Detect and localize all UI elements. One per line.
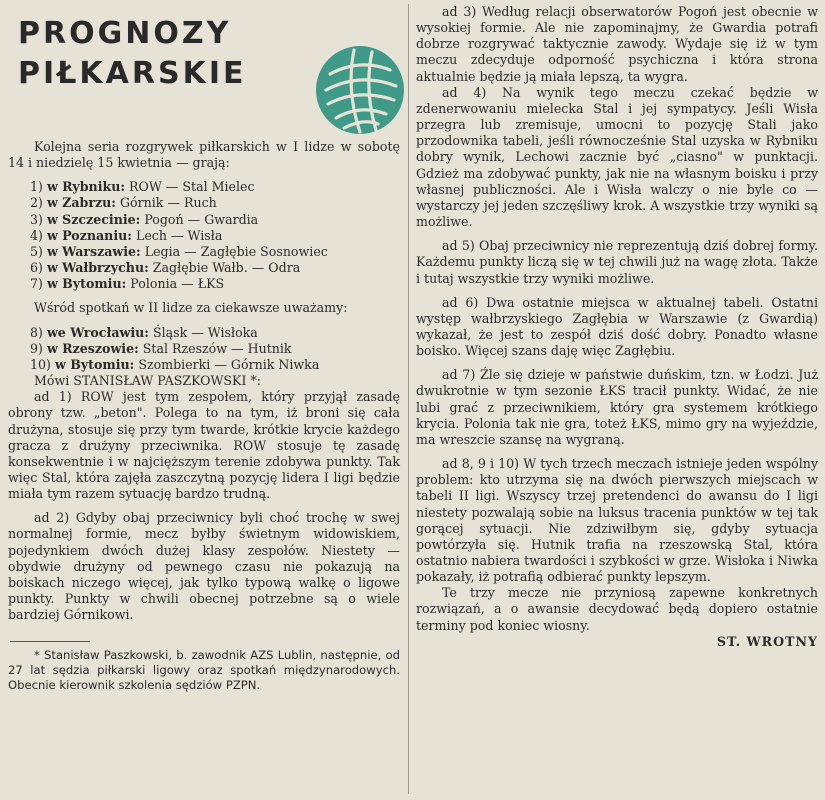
match-city: w Zabrzu: bbox=[46, 195, 116, 211]
paragraph-ad4: ad 4) Na wynik tego meczu czekać będzie w zdenerwowaniu mielecka Stal i jej sympatycy. Jeśli Wisła przegra lub zremisuje, umocni to pozycję Stali jako przodownika tabeli, jeśli równocześnie Stal uzyska w Rybniku dobry wynik, Lechowi zacznie być „ciasno" w punktacji. Gdzież ma zdobywać punkty, jak nie na własnym boisku i przy własnej publiczności. Ale i Wisła walczy o nie byle co — wystarczy jej jeden szczęśliwy krok. A wszystkie trzy wyniki są możliwe. bbox=[416, 84, 818, 230]
match-8 bbox=[8, 325, 400, 341]
footnote-rule bbox=[10, 641, 90, 642]
match-number: 3) bbox=[30, 211, 43, 227]
league2-list bbox=[8, 325, 400, 373]
headline-line-2: PIŁKARSKIE bbox=[18, 56, 247, 91]
match-city: w Rybniku: bbox=[46, 179, 126, 195]
match-number: 10) bbox=[30, 356, 51, 372]
match-teams: ROW — Stal Mielec bbox=[129, 179, 255, 195]
column-divider bbox=[408, 4, 409, 794]
intro-text: Kolejna seria rozgrywek piłkarskich w I lidze w sobotę 14 i niedzielę 15 kwietnia — grają: bbox=[8, 139, 400, 171]
match-number: 4) bbox=[30, 227, 43, 243]
match-city: w Wałbrzychu: bbox=[46, 260, 149, 276]
match-teams: Szombierki — Górnik Niwka bbox=[138, 356, 320, 372]
match-1 bbox=[8, 179, 400, 195]
match-number: 7) bbox=[30, 276, 43, 292]
match-number: 6) bbox=[30, 260, 43, 276]
match-city: w Poznaniu: bbox=[46, 227, 132, 243]
paragraph-ad6: ad 6) Dwa ostatnie miejsca w aktualnej tabeli. Ostatni występ wałbrzyskiego Zagłębia w Warszawie (z Gwardią) wykazał, że jest to zespół dziś dość dobry. Ponadto własne boisko. Więcej szans daję więc Zagłębiu. bbox=[416, 294, 818, 359]
paragraph-ad1: ad 1) ROW jest tym zespołem, który przyjął zasadę obrony tzw. „beton". Polega to na tym, iż broni się cała drużyna, stosuje się przy tym twarde, krótkie krycie każdego gracza z drużyny przeciwnika. ROW stosuje tę zasadę konsekwentnie i w najcięższym terenie zdobywa punkty. Tak więc Stal, która zajęła zaszczytną pozycję lidera I ligi będzie miała tym razem sytuację bardzo trudną. bbox=[8, 389, 400, 502]
match-4 bbox=[8, 228, 400, 244]
match-city: w Warszawie: bbox=[46, 243, 141, 259]
left-column bbox=[8, 14, 400, 692]
match-teams: Lech — Wisła bbox=[135, 227, 223, 243]
match-teams: Zagłębie Wałb. — Odra bbox=[152, 260, 301, 276]
match-city: we Wrocławiu: bbox=[46, 324, 149, 340]
paragraph-ad8-10: ad 8, 9 i 10) W tych trzech meczach istnieje jeden wspólny problem: kto utrzyma się na dwóch pierwszych miejscach w tabeli II ligi. Wszyscy trzej pretendenci do awansu do I ligi niestety pozwalają sobie na luksus tracenia punktów w tej tak gorącej sytuacji. Nie zdziwiłbym się, gdyby sytuacja powtórzyła się. Hutnik trafia na rzeszowską Stal, która ostatnio nabiera twardości i szybkości w grze. Wisłoka i Niwka pokazały, iż potrafią odbierać punkty lepszym. bbox=[416, 456, 818, 585]
league2-intro: Wśród spotkań w II lidze za ciekawsze uważamy: bbox=[34, 300, 348, 316]
speaker-line: Mówi STANISŁAW PASZKOWSKI *: bbox=[34, 373, 261, 389]
footnote: * Stanisław Paszkowski, b. zawodnik AZS Lublin, następnie, od 27 lat sędzia piłkarski ligowy oraz spotkań międzynarodowych. Obecnie kierownik szkolenia sędziów PZPN. bbox=[8, 648, 400, 692]
match-6 bbox=[8, 260, 400, 276]
match-city: w Bytomiu: bbox=[46, 276, 127, 292]
closing-paragraph: Te trzy mecze nie przyniosą zapewne konkretnych rozwiązań, a o awansie decydować będą dopiero ostatnie terminy pod koniec wiosny. bbox=[416, 585, 818, 633]
match-teams: Stal Rzeszów — Hutnik bbox=[142, 340, 292, 356]
paragraph-ad7: ad 7) Źle się dzieje w państwie duńskim, tzn. w Łodzi. Już dwukrotnie w tym sezonie ŁKS tracił punkty. Widać, że nie lubi grać z przeciwnikiem, który gra systemem krótkiego krycia. Polonia tak nie gra, toteż ŁKS, mimo gry na wyjeździe, ma wreszcie szansę na wygraną. bbox=[416, 367, 818, 447]
match-number: 2) bbox=[30, 195, 43, 211]
football-illustration bbox=[314, 44, 406, 136]
match-number: 9) bbox=[30, 340, 43, 356]
paragraph-ad2: ad 2) Gdyby obaj przeciwnicy byli choć trochę w swej normalnej formie, mecz byłby świetnym widowiskiem, pojedynkiem dwóch dużej klasy zespołów. Niestety — obydwie drużyny od pewnego czasu nie pokazują na boiskach niczego więcej, jak tylko typową walkę o ligowe punkty. Punkty w chwili obecnej potrzebne są o wiele bardziej Górnikowi. bbox=[8, 510, 400, 623]
match-9 bbox=[8, 341, 400, 357]
match-number: 8) bbox=[30, 324, 43, 340]
match-teams: Pogoń — Gwardia bbox=[144, 211, 259, 227]
match-city: w Bytomiu: bbox=[54, 356, 135, 372]
match-teams: Górnik — Ruch bbox=[119, 195, 217, 211]
match-teams: Polonia — ŁKS bbox=[130, 276, 225, 292]
match-10 bbox=[8, 357, 400, 373]
author-signature: ST. WROTNY bbox=[716, 633, 818, 649]
match-teams: Śląsk — Wisłoka bbox=[152, 324, 258, 340]
league1-list bbox=[8, 179, 400, 292]
match-number: 1) bbox=[30, 179, 43, 195]
match-number: 5) bbox=[30, 243, 43, 259]
match-7 bbox=[8, 276, 400, 292]
paragraph-ad3: ad 3) Według relacji obserwatorów Pogoń jest obecnie w wysokiej formie. Ale nie zapominajmy, że Gwardia potrafi dobrze rozgrywać taktycznie zawody. Wydaje się iż w tym meczu zdecyduje odporność psychiczna i która strona aktualnie będzie ją miała lepszą, ta wygra. bbox=[416, 4, 818, 84]
match-5 bbox=[8, 244, 400, 260]
match-2 bbox=[8, 195, 400, 211]
match-3 bbox=[8, 212, 400, 228]
match-teams: Legia — Zagłębie Sosnowiec bbox=[144, 243, 328, 259]
paragraph-ad5: ad 5) Obaj przeciwnicy nie reprezentują dziś dobrej formy. Każdemu punkty liczą się w tej chwili już na wagę złota. Także i tutaj wszystkie trzy wyniki możliwe. bbox=[416, 238, 818, 286]
right-column bbox=[416, 4, 818, 650]
match-city: w Rzeszowie: bbox=[46, 340, 139, 356]
match-city: w Szczecinie: bbox=[46, 211, 141, 227]
headline-line-1: PROGNOZY bbox=[18, 16, 232, 51]
